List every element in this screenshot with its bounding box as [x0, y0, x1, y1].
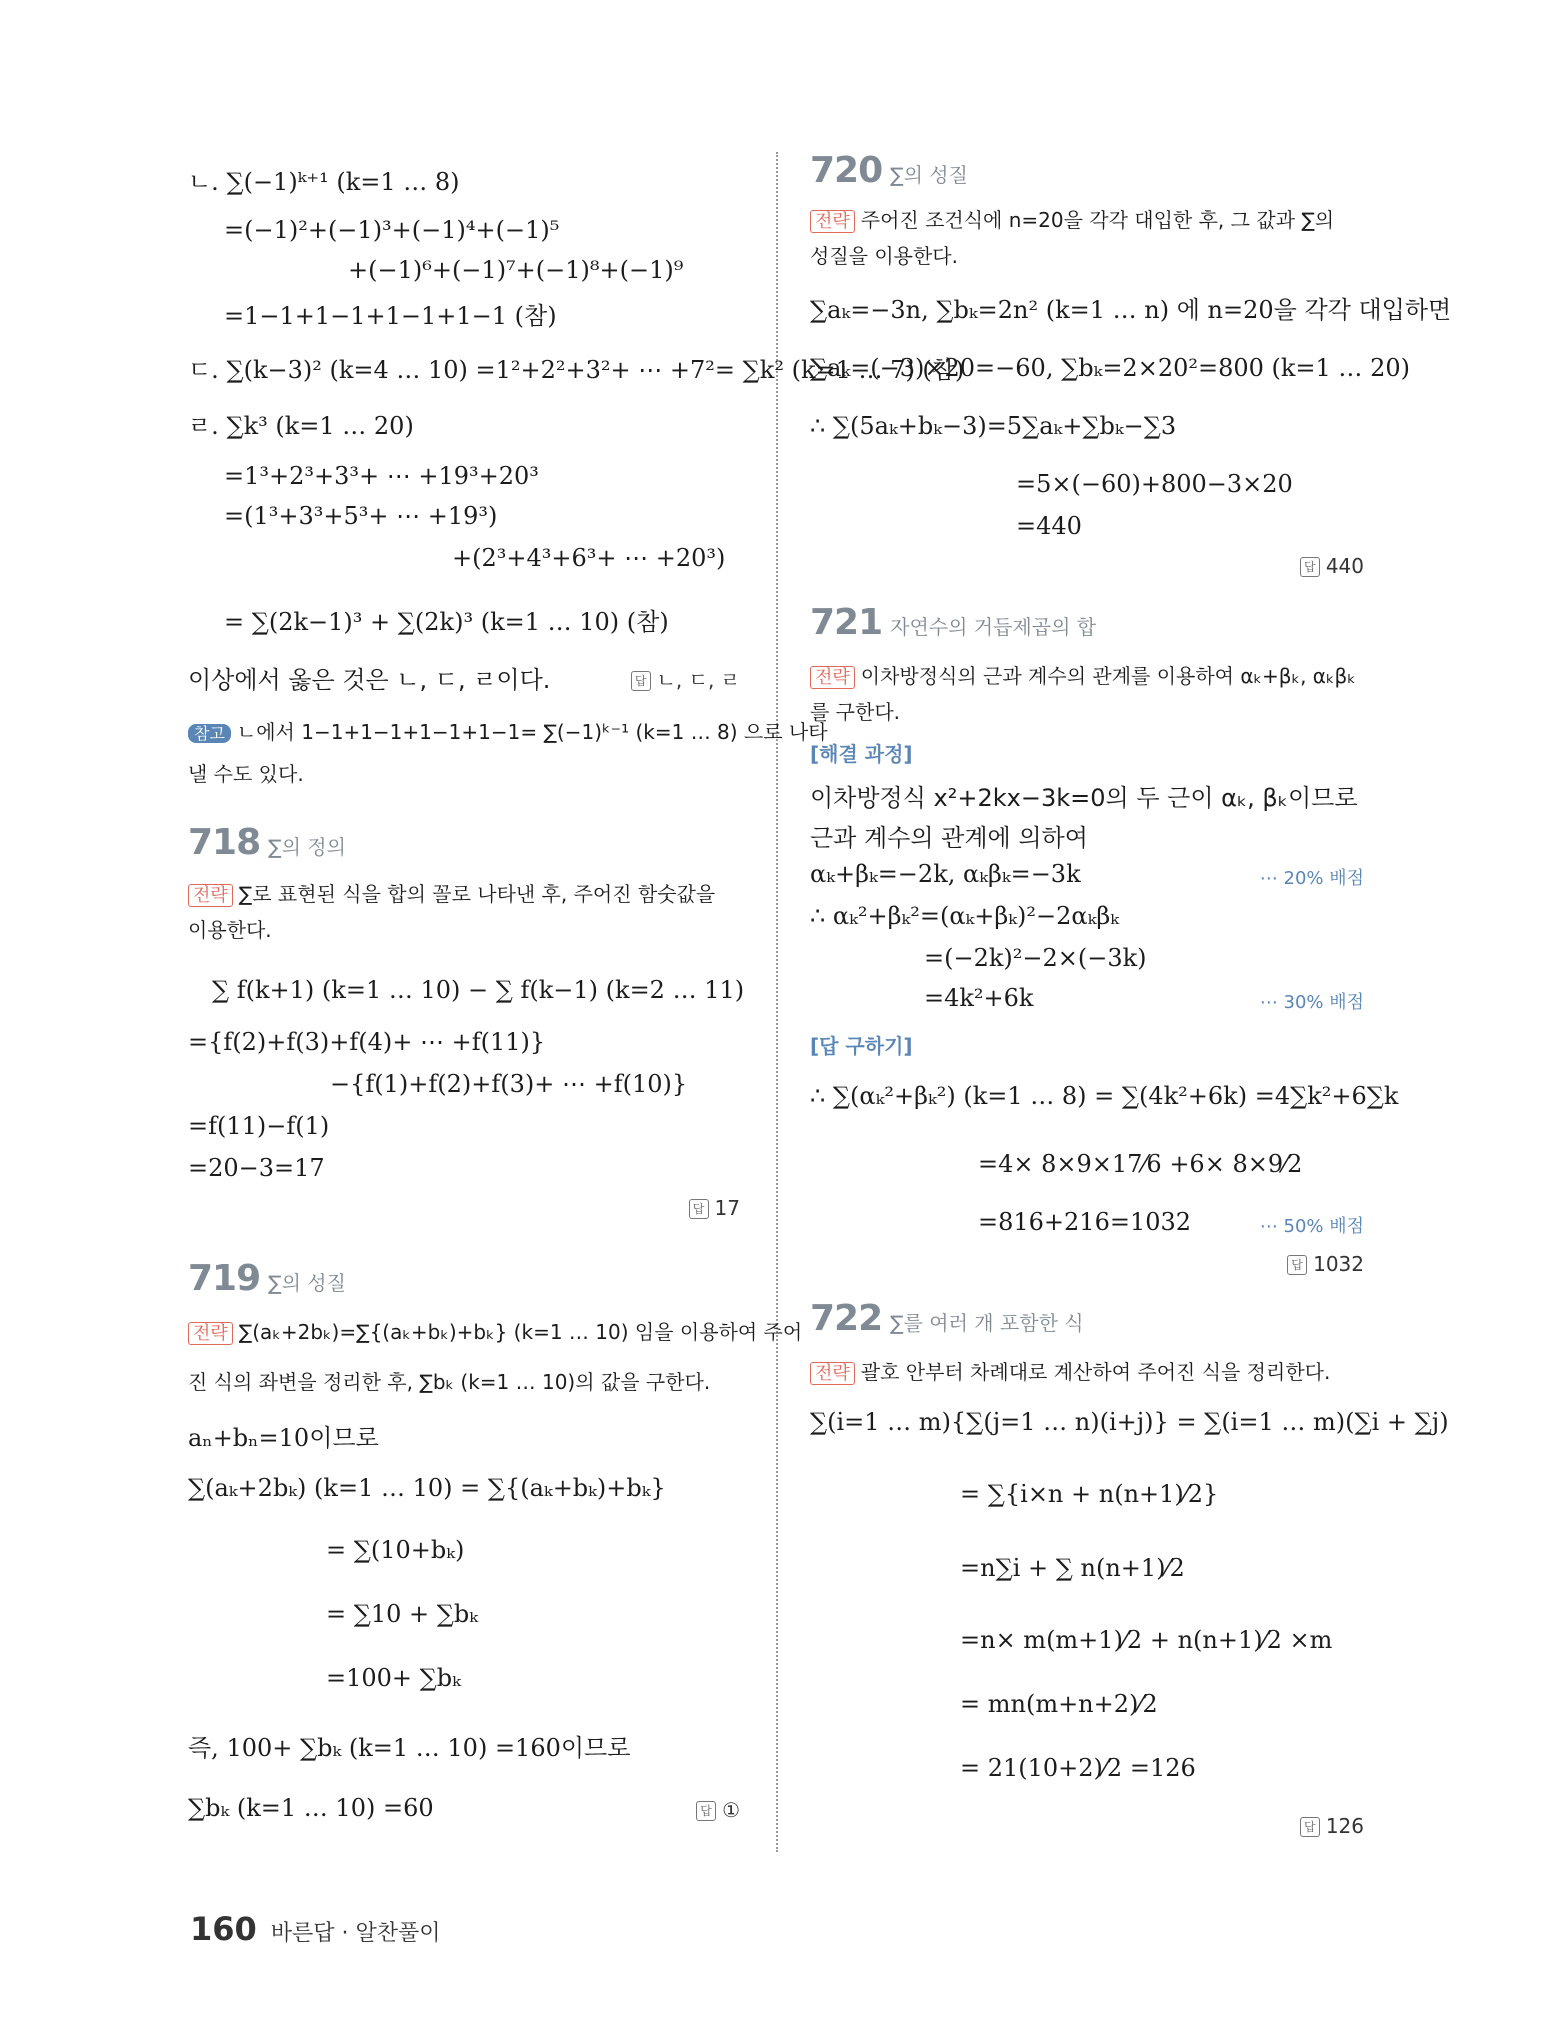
problem-number: 720: [810, 150, 883, 191]
strategy-tag: 전략: [810, 210, 855, 233]
problem-title: ∑의 성질: [268, 1271, 346, 1295]
problem-title: ∑의 성질: [890, 163, 968, 187]
math-line: =100+ ∑bₖ: [326, 1664, 461, 1692]
section-heading: [해결 과정]: [810, 742, 913, 766]
answer-mark: 답 ㄴ, ㄷ, ㄹ: [631, 664, 740, 693]
math-line: aₙ+bₙ=10이므로: [188, 1424, 379, 1452]
score-note: ⋯ 30% 배점: [1259, 992, 1364, 1013]
math-line: ∴ αₖ²+βₖ²=(αₖ+βₖ)²−2αₖβₖ: [810, 902, 1119, 930]
math-line: ={f(2)+f(3)+f(4)+ ⋯ +f(11)}: [188, 1028, 546, 1056]
math-line: ㄹ. ∑k³ (k=1 … 20): [188, 412, 414, 440]
math-line: = ∑(10+bₖ): [326, 1536, 465, 1564]
answer-box-icon: 답: [1300, 557, 1320, 577]
math-line: 즉, 100+ ∑bₖ (k=1 … 10) =160이므로: [188, 1734, 631, 1762]
answer-mark: 답 17: [689, 1196, 740, 1220]
math-line: =4× 8×9×17⁄6 +6× 8×9⁄2: [978, 1150, 1303, 1178]
page-number: 160: [190, 1910, 257, 1948]
note-badge: 참고: [188, 724, 231, 743]
math-line: ∑bₖ (k=1 … 10) =60: [188, 1794, 434, 1822]
answer-box-icon: 답: [631, 671, 651, 691]
problem-title: 자연수의 거듭제곱의 합: [890, 615, 1097, 639]
math-line: =(−2k)²−2×(−3k): [924, 944, 1147, 972]
math-line: =440: [1016, 512, 1082, 540]
math-line: =n× m(m+1)⁄2 + n(n+1)⁄2 ×m: [960, 1626, 1333, 1654]
strategy-line: 이용한다.: [188, 918, 272, 942]
math-line: ∑(aₖ+2bₖ) (k=1 … 10) = ∑{(aₖ+bₖ)+bₖ}: [188, 1474, 666, 1502]
math-line: = 21(10+2)⁄2 =126: [960, 1754, 1196, 1782]
math-line: ㄷ. ∑(k−3)² (k=4 … 10) =1²+2²+3²+ ⋯ +7²= ∑k² (k=1 … 7) (참): [188, 356, 965, 384]
problem-header-721: [810, 602, 1096, 643]
strategy-line: 전략 괄호 안부터 차례대로 계산하여 주어진 식을 정리한다.: [810, 1356, 1330, 1385]
problem-header-720: [810, 150, 968, 191]
strategy-tag: 전략: [188, 1322, 233, 1345]
problem-title: ∑를 여러 개 포함한 식: [890, 1311, 1084, 1335]
math-line: +(−1)⁶+(−1)⁷+(−1)⁸+(−1)⁹: [348, 256, 684, 284]
math-line: ∴ ∑(5aₖ+bₖ−3)=5∑aₖ+∑bₖ−∑3: [810, 412, 1177, 440]
math-line: αₖ+βₖ=−2k, αₖβₖ=−3k: [810, 860, 1081, 888]
math-line: =4k²+6k: [924, 984, 1034, 1012]
math-line: =(−1)²+(−1)³+(−1)⁴+(−1)⁵: [224, 216, 560, 244]
answer-box-icon: 답: [1300, 1817, 1320, 1837]
strategy-tag: 전략: [188, 884, 233, 907]
conclusion-text: 이상에서 옳은 것은 ㄴ, ㄷ, ㄹ이다.: [188, 666, 551, 694]
math-line: =1³+2³+3³+ ⋯ +19³+20³: [224, 462, 539, 490]
problem-header-718: [188, 822, 346, 863]
math-line: ∑aₖ=(−3)×20=−60, ∑bₖ=2×20²=800 (k=1 … 20): [810, 354, 1410, 382]
strategy-line: 전략 ∑(aₖ+2bₖ)=∑{(aₖ+bₖ)+bₖ} (k=1 … 10) 임을 이용하여 주어: [188, 1316, 802, 1345]
problem-number: 718: [188, 822, 261, 863]
section-heading: [답 구하기]: [810, 1034, 913, 1058]
math-line: ∑aₖ=−3n, ∑bₖ=2n² (k=1 … n) 에 n=20을 각각 대입하면: [810, 296, 1452, 324]
math-line: =816+216=1032: [978, 1208, 1192, 1236]
math-line: ∑(i=1 … m){∑(j=1 … n)(i+j)} = ∑(i=1 … m)(∑i + ∑j): [810, 1408, 1449, 1436]
column-divider: [776, 152, 778, 1852]
strategy-line: 전략 이차방정식의 근과 계수의 관계를 이용하여 αₖ+βₖ, αₖβₖ: [810, 660, 1356, 689]
math-line: −{f(1)+f(2)+f(3)+ ⋯ +f(10)}: [330, 1070, 688, 1098]
math-line: ㄴ. ∑(−1)ᵏ⁺¹ (k=1 … 8): [188, 168, 460, 196]
book-title: 바른답 · 알찬풀이: [270, 1921, 441, 1946]
score-note: ⋯ 20% 배점: [1259, 868, 1364, 889]
text-line: 이차방정식 x²+2kx−3k=0의 두 근이 αₖ, βₖ이므로: [810, 784, 1358, 812]
strategy-line: 를 구한다.: [810, 700, 900, 724]
strategy-tag: 전략: [810, 1362, 855, 1385]
problem-number: 722: [810, 1298, 883, 1339]
math-line: +(2³+4³+6³+ ⋯ +20³): [452, 544, 726, 572]
math-line: =20−3=17: [188, 1154, 325, 1182]
strategy-line: 전략 ∑로 표현된 식을 합의 꼴로 나타낸 후, 주어진 함숫값을: [188, 878, 715, 907]
math-line: = ∑(2k−1)³ + ∑(2k)³ (k=1 … 10) (참): [224, 608, 669, 636]
problem-header-722: [810, 1298, 1084, 1339]
problem-title: ∑의 정의: [268, 835, 346, 859]
problem-number: 719: [188, 1258, 261, 1299]
math-line: =n∑i + ∑ n(n+1)⁄2: [960, 1554, 1185, 1582]
math-line: =(1³+3³+5³+ ⋯ +19³): [224, 502, 498, 530]
answer-mark: 답 440: [1300, 554, 1364, 578]
math-line: = ∑10 + ∑bₖ: [326, 1600, 479, 1628]
math-line: ∴ ∑(αₖ²+βₖ²) (k=1 … 8) = ∑(4k²+6k) =4∑k²+6∑k: [810, 1082, 1399, 1110]
strategy-line: 진 식의 좌변을 정리한 후, ∑bₖ (k=1 … 10)의 값을 구한다.: [188, 1370, 711, 1394]
answer-box-icon: 답: [696, 1801, 716, 1821]
math-line: =f(11)−f(1): [188, 1112, 330, 1140]
math-line: =1−1+1−1+1−1+1−1 (참): [224, 302, 557, 330]
answer-box-icon: 답: [1287, 1255, 1307, 1275]
strategy-line: 성질을 이용한다.: [810, 244, 958, 268]
answer-box-icon: 답: [689, 1199, 709, 1219]
strategy-tag: 전략: [810, 666, 855, 689]
text-line: 근과 계수의 관계에 의하여: [810, 824, 1088, 852]
problem-number: 721: [810, 602, 883, 643]
math-line: = mn(m+n+2)⁄2: [960, 1690, 1158, 1718]
score-note: ⋯ 50% 배점: [1259, 1216, 1364, 1237]
strategy-line: 전략 주어진 조건식에 n=20을 각각 대입한 후, 그 값과 ∑의: [810, 204, 1334, 233]
page-footer: [190, 1910, 441, 1948]
note-line: 낼 수도 있다.: [188, 762, 304, 786]
note-line: 참고 ㄴ에서 1−1+1−1+1−1+1−1= ∑(−1)ᵏ⁻¹ (k=1 … 8) 으로 나타: [188, 716, 828, 745]
answer-mark: 답 126: [1300, 1814, 1364, 1838]
answer-mark: 답 1032: [1287, 1252, 1364, 1276]
answer-mark: 답 ①: [696, 1798, 740, 1822]
math-line: =5×(−60)+800−3×20: [1016, 470, 1293, 498]
problem-header-719: [188, 1258, 346, 1299]
math-line: = ∑{i×n + n(n+1)⁄2}: [960, 1480, 1219, 1508]
math-line: ∑ f(k+1) (k=1 … 10) − ∑ f(k−1) (k=2 … 11): [212, 976, 745, 1004]
